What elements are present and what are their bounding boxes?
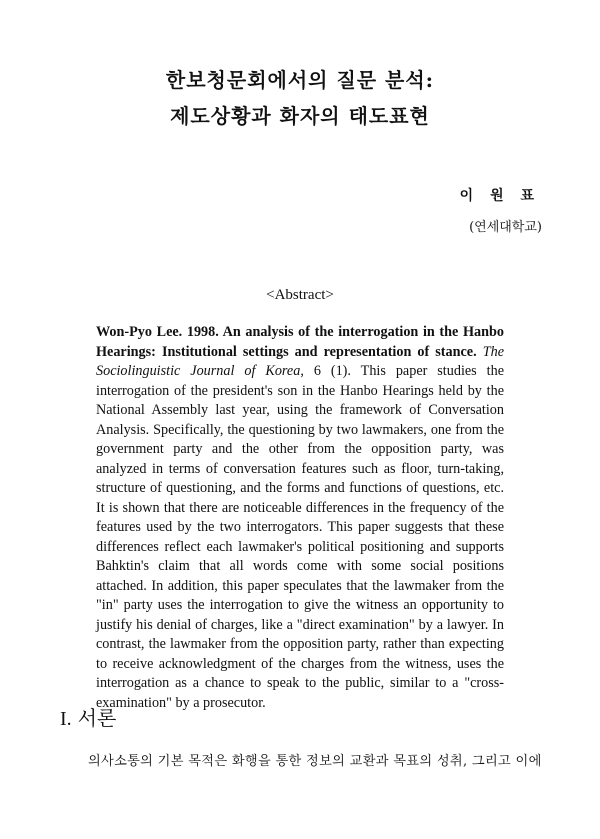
abstract-body	[96, 323, 504, 713]
paper-title-line-2: 제도상황과 화자의 태도표현	[170, 104, 430, 128]
author-name: 이 원 표	[459, 188, 540, 204]
section-heading	[60, 702, 116, 731]
body-text-line: 의사소통의 기본 목적은 화행을 통한 정보의 교환과 목표의 성취, 그리고 이에	[88, 754, 542, 769]
abstract-text: This paper studies the interrogation of the president's son in the Hanbo Hearings held by the National Assembly last year, using the framework of Conversation Analysis. Specifically, the questioning by two lawmakers, one from the government party and the other from the opposition party, was analyzed in terms of conversation features such as floor, turn-taking, structure of questioning, and the forms and functions of questions, etc. It is shown that there are noticeable differences in the frequency of the features used by the two interrogators. This paper suggests that these differences reflect each lawmaker's political positioning and supports Bahktin's claim that all words come with some social positions attached. In addition, this paper speculates that the lawmaker from the "in" party uses the interrogation to give the witness an opportunity to justify his denial of charges, like a "direct examination" by a lawyer. In contrast, the lawmaker from the opposition party, rather than expecting to receive acknowledgment of the charges from the witness, uses the interrogation as a chance to speak to the public, similar to a "cross-examination" by a prosecutor.	[96, 363, 504, 711]
abstract-heading: <Abstract>	[266, 287, 334, 303]
abstract-journal: The Sociolinguistic Journal of Korea	[96, 343, 504, 379]
section-number: I.	[60, 708, 72, 730]
abstract-journal-volume: , 6 (1).	[300, 363, 351, 379]
author-affiliation: (연세대학교)	[469, 220, 542, 235]
paper-title-line-1: 한보청문회에서의 질문 분석:	[165, 68, 435, 92]
abstract-citation: Won-Pyo Lee. 1998. An analysis of the interrogation in the Hanbo Hearings: Institutional settings and representation of stance.	[96, 324, 504, 360]
section-title: 서론	[77, 708, 117, 730]
